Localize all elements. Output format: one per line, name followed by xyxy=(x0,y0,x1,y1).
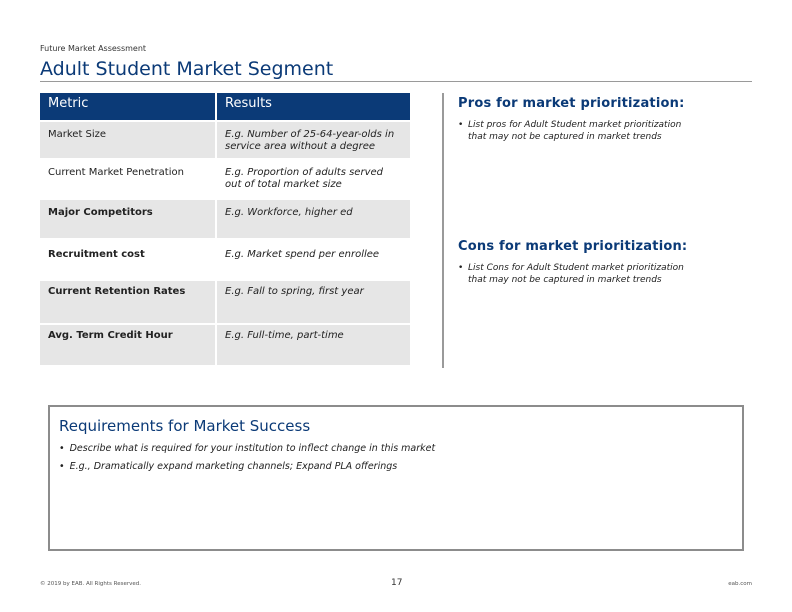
bullet-dot-icon: • xyxy=(458,263,464,273)
requirements-item-text: E.g., Dramatically expand marketing channels; Expand PLA offerings xyxy=(69,461,398,472)
bullet-dot-icon: • xyxy=(458,120,464,130)
requirements-item xyxy=(59,461,397,472)
result-cell: E.g. Full-time, part-time xyxy=(217,325,410,365)
table-row xyxy=(40,240,410,278)
requirements-item xyxy=(59,443,435,454)
metric-cell: Recruitment cost xyxy=(48,249,145,260)
header-metric: Metric xyxy=(40,93,215,120)
pros-bullet-text: List pros for Adult Student market prioritization that may not be captured in market trends xyxy=(468,120,682,142)
table-header-row xyxy=(40,93,410,120)
bullet-dot-icon: • xyxy=(59,443,65,454)
cons-heading: Cons for market prioritization: xyxy=(458,239,688,254)
metric-cell: Avg. Term Credit Hour xyxy=(40,325,215,365)
kicker: Future Market Assessment xyxy=(40,44,147,53)
title-divider xyxy=(40,81,752,82)
cons-bullet xyxy=(458,262,688,286)
metric-cell: Current Retention Rates xyxy=(40,281,215,323)
metric-cell: Market Size xyxy=(40,122,215,158)
requirements-title: Requirements for Market Success xyxy=(59,417,311,435)
result-cell: E.g. Fall to spring, first year xyxy=(217,281,410,323)
footer-site: eab.com xyxy=(728,581,752,587)
pros-heading: Pros for market prioritization: xyxy=(458,96,685,111)
result-cell: E.g. Market spend per enrollee xyxy=(225,249,380,260)
result-cell: E.g. Number of 25-64-year-olds in service area without a degree xyxy=(217,122,410,158)
footer-copyright: © 2019 by EAB. All Rights Reserved. xyxy=(40,581,142,587)
requirements-item-text: Describe what is required for your institution to inflect change in this market xyxy=(69,443,436,454)
pros-bullet xyxy=(458,119,688,143)
cons-bullet-text: List Cons for Adult Student market prioritization that may not be captured in market trends xyxy=(468,263,684,285)
table-row xyxy=(40,281,410,323)
result-cell: E.g. Proportion of adults served out of total market size xyxy=(225,167,383,190)
bullet-dot-icon: • xyxy=(59,461,65,472)
table-row xyxy=(40,325,410,365)
table-row xyxy=(40,122,410,158)
header-results: Results xyxy=(217,93,410,120)
metric-cell: Major Competitors xyxy=(40,200,215,238)
page-title: Adult Student Market Segment xyxy=(40,58,334,80)
requirements-box xyxy=(48,405,744,551)
vertical-divider xyxy=(442,93,444,368)
footer-page-number: 17 xyxy=(391,578,403,588)
table-row xyxy=(40,200,410,238)
metric-cell: Current Market Penetration xyxy=(48,167,184,178)
result-cell: E.g. Workforce, higher ed xyxy=(217,200,410,238)
table-row xyxy=(40,160,410,198)
